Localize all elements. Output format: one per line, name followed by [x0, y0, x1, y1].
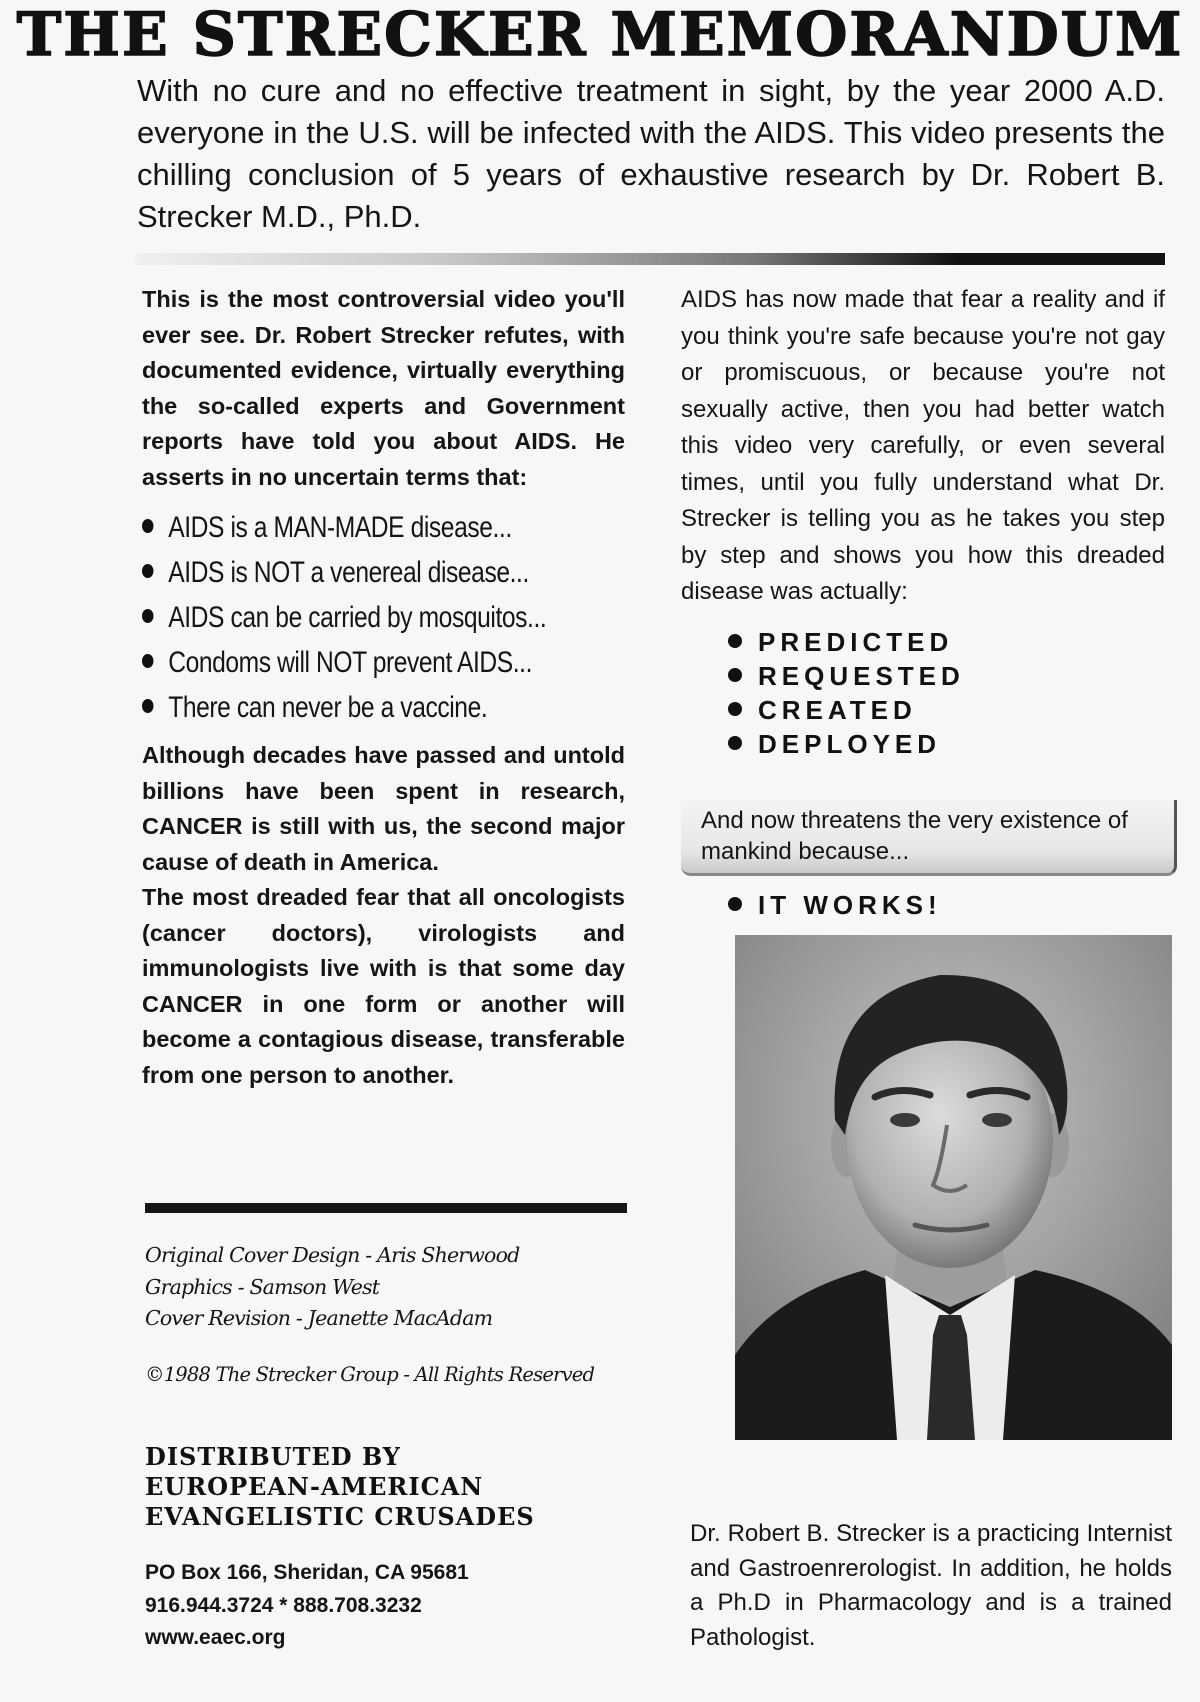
bullet-icon: [142, 564, 153, 578]
website-link[interactable]: www.eaec.org: [145, 1626, 286, 1649]
claim-text: AIDS can be carried by mosquitos...: [168, 601, 547, 634]
claim-text: AIDS is a MAN-MADE disease...: [168, 511, 512, 544]
distributor-block: [145, 1442, 625, 1532]
step-text: DEPLOYED: [758, 728, 942, 759]
distributor-line: EVANGELISTIC CRUSADES: [145, 1502, 535, 1531]
claim-text: AIDS is NOT a venereal disease...: [168, 556, 529, 589]
portrait-photo: [735, 935, 1172, 1440]
claims-list: [142, 505, 625, 730]
step-text: PREDICTED: [758, 626, 954, 657]
distributor-line: DISTRIBUTED BY: [145, 1442, 401, 1471]
phone-numbers: 916.944.3724 * 888.708.3232: [145, 1593, 422, 1617]
claim-item: [142, 505, 538, 550]
step-item: [728, 693, 1165, 727]
step-item: [728, 727, 1165, 761]
fear-paragraph: The most dreaded fear that all oncologists (cancer doctors), virologists and immunologists live with is that some day CANCER in one form or another will become a contagious disease, transferable from one person to another.: [142, 884, 625, 1088]
bullet-icon: [728, 668, 742, 682]
header-divider: [135, 253, 1165, 265]
threat-callout: And now threatens the very existence of mankind because...: [681, 800, 1177, 876]
copyright-notice: ©1988 The Strecker Group - All Rights Reserved: [145, 1363, 595, 1386]
credits-block: [145, 1240, 625, 1335]
step-text: CREATED: [758, 694, 917, 725]
section-divider: [145, 1203, 627, 1213]
conclusion-item: [728, 888, 942, 922]
photo-caption: Dr. Robert B. Strecker is a practicing Internist and Gastroenrerologist. In addition, he holds a Ph.D in Pharmacology and is a trained Pathologist.: [690, 1520, 1172, 1651]
credit-line: Graphics - Samson West: [145, 1274, 380, 1299]
bullet-icon: [142, 609, 153, 623]
portrait-illustration: [735, 935, 1172, 1440]
claim-item: [142, 685, 538, 730]
bullet-icon: [728, 702, 742, 716]
bullet-icon: [142, 654, 153, 668]
fear-reality-paragraph: AIDS has now made that fear a reality and if you think you're safe because you're not gay or promiscuous, or because you're not sexually active, then you had better watch this video very carefully, or even several times, until you fully understand what Dr. Strecker is telling you as he takes you step by step and shows you how this dreaded disease was actually:: [681, 286, 1165, 605]
bullet-icon: [728, 897, 742, 911]
claim-item: [142, 595, 547, 640]
bullet-icon: [142, 699, 153, 713]
cancer-paragraph: Although decades have passed and untold billions have been spent in research, CANCER is still with us, the second major cause of death in America.: [142, 742, 625, 875]
opening-paragraph: This is the most controversial video you'll ever see. Dr. Robert Strecker refutes, with documented evidence, virtually everything the so-called experts and Government reports have told you about AIDS. He asserts in no uncertain terms that:: [142, 286, 625, 490]
left-column: [142, 282, 625, 1093]
bullet-icon: [728, 634, 742, 648]
distributor-line: EUROPEAN-AMERICAN: [145, 1472, 484, 1501]
credit-line: Cover Revision - Jeanette MacAdam: [145, 1306, 493, 1330]
bullet-icon: [728, 736, 742, 750]
steps-list: [728, 625, 1165, 761]
right-column: [681, 282, 1165, 761]
step-item: [728, 659, 1165, 693]
credit-line: Original Cover Design - Aris Sherwood: [145, 1243, 520, 1267]
claim-item: [142, 550, 538, 595]
step-text: REQUESTED: [758, 660, 965, 691]
claim-text: There can never be a vaccine.: [168, 691, 488, 724]
bullet-icon: [142, 519, 153, 533]
conclusion-text: IT WORKS!: [758, 890, 942, 920]
step-item: [728, 625, 1165, 659]
contact-block: [145, 1557, 625, 1655]
claim-item: [142, 640, 538, 685]
postal-address: PO Box 166, Sheridan, CA 95681: [145, 1561, 469, 1584]
claim-text: Condoms will NOT prevent AIDS...: [168, 646, 532, 679]
intro-paragraph: With no cure and no effective treatment in sight, by the year 2000 A.D. everyone in the U.S. will be infected with the AIDS. This video presents the chilling conclusion of 5 years of exhaustive research by Dr. Robert B. Strecker M.D., Ph.D.: [137, 73, 1165, 234]
page-title: THE STRECKER MEMORANDUM: [16, 0, 1184, 70]
